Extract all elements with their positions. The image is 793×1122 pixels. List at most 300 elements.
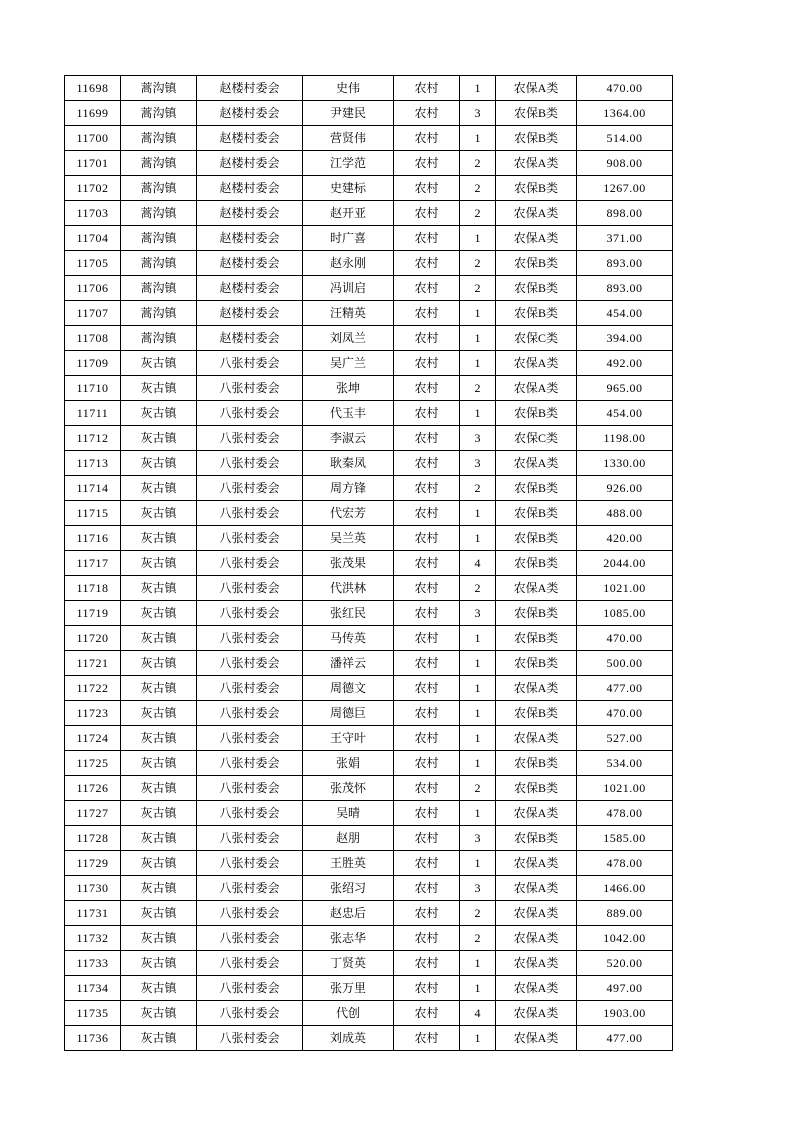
cell-residence-type: 农村 <box>394 626 460 651</box>
cell-amount: 454.00 <box>577 301 673 326</box>
cell-person-name: 潘祥云 <box>303 651 394 676</box>
cell-person-name: 冯训启 <box>303 276 394 301</box>
cell-residence-type: 农村 <box>394 901 460 926</box>
cell-town: 灰古镇 <box>121 901 197 926</box>
cell-serial-number: 11724 <box>65 726 121 751</box>
cell-village-committee: 八张村委会 <box>197 426 303 451</box>
cell-insurance-category: 农保A类 <box>496 576 577 601</box>
cell-town: 蒿沟镇 <box>121 301 197 326</box>
table-row <box>65 476 673 501</box>
cell-count: 2 <box>460 151 496 176</box>
cell-village-committee: 八张村委会 <box>197 526 303 551</box>
cell-count: 4 <box>460 551 496 576</box>
cell-person-name: 周德巨 <box>303 701 394 726</box>
cell-town: 灰古镇 <box>121 1001 197 1026</box>
cell-person-name: 张坤 <box>303 376 394 401</box>
cell-amount: 470.00 <box>577 701 673 726</box>
cell-serial-number: 11729 <box>65 851 121 876</box>
cell-insurance-category: 农保C类 <box>496 426 577 451</box>
cell-insurance-category: 农保B类 <box>496 126 577 151</box>
cell-town: 灰古镇 <box>121 451 197 476</box>
cell-insurance-category: 农保C类 <box>496 326 577 351</box>
cell-person-name: 吴晴 <box>303 801 394 826</box>
cell-person-name: 赵忠后 <box>303 901 394 926</box>
cell-count: 4 <box>460 1001 496 1026</box>
cell-town: 蒿沟镇 <box>121 201 197 226</box>
table-row <box>65 826 673 851</box>
cell-insurance-category: 农保A类 <box>496 1026 577 1051</box>
cell-amount: 1021.00 <box>577 776 673 801</box>
cell-serial-number: 11728 <box>65 826 121 851</box>
cell-person-name: 赵开亚 <box>303 201 394 226</box>
table-row <box>65 801 673 826</box>
cell-amount: 1364.00 <box>577 101 673 126</box>
cell-residence-type: 农村 <box>394 776 460 801</box>
table-row <box>65 376 673 401</box>
cell-amount: 470.00 <box>577 76 673 101</box>
cell-count: 2 <box>460 276 496 301</box>
cell-village-committee: 赵楼村委会 <box>197 151 303 176</box>
cell-serial-number: 11736 <box>65 1026 121 1051</box>
cell-village-committee: 八张村委会 <box>197 501 303 526</box>
cell-serial-number: 11702 <box>65 176 121 201</box>
cell-person-name: 丁贤英 <box>303 951 394 976</box>
cell-person-name: 代创 <box>303 1001 394 1026</box>
cell-village-committee: 赵楼村委会 <box>197 201 303 226</box>
cell-village-committee: 八张村委会 <box>197 376 303 401</box>
cell-village-committee: 八张村委会 <box>197 951 303 976</box>
table-row <box>65 551 673 576</box>
cell-person-name: 张红民 <box>303 601 394 626</box>
cell-serial-number: 11705 <box>65 251 121 276</box>
cell-serial-number: 11725 <box>65 751 121 776</box>
cell-count: 2 <box>460 901 496 926</box>
cell-person-name: 尹建民 <box>303 101 394 126</box>
cell-serial-number: 11734 <box>65 976 121 1001</box>
cell-village-committee: 八张村委会 <box>197 451 303 476</box>
cell-village-committee: 赵楼村委会 <box>197 276 303 301</box>
table-row <box>65 351 673 376</box>
cell-insurance-category: 农保A类 <box>496 926 577 951</box>
cell-count: 1 <box>460 676 496 701</box>
cell-serial-number: 11727 <box>65 801 121 826</box>
cell-amount: 394.00 <box>577 326 673 351</box>
cell-count: 1 <box>460 951 496 976</box>
cell-residence-type: 农村 <box>394 951 460 976</box>
table-row <box>65 651 673 676</box>
cell-person-name: 营贤伟 <box>303 126 394 151</box>
cell-village-committee: 八张村委会 <box>197 551 303 576</box>
cell-insurance-category: 农保B类 <box>496 826 577 851</box>
cell-serial-number: 11715 <box>65 501 121 526</box>
cell-insurance-category: 农保B类 <box>496 176 577 201</box>
cell-person-name: 吴广兰 <box>303 351 394 376</box>
cell-residence-type: 农村 <box>394 426 460 451</box>
table-row <box>65 926 673 951</box>
cell-person-name: 张娟 <box>303 751 394 776</box>
cell-amount: 1903.00 <box>577 1001 673 1026</box>
cell-town: 蒿沟镇 <box>121 226 197 251</box>
cell-town: 蒿沟镇 <box>121 151 197 176</box>
cell-count: 2 <box>460 176 496 201</box>
cell-count: 2 <box>460 251 496 276</box>
cell-town: 灰古镇 <box>121 876 197 901</box>
cell-insurance-category: 农保B类 <box>496 251 577 276</box>
cell-person-name: 刘凤兰 <box>303 326 394 351</box>
cell-amount: 478.00 <box>577 801 673 826</box>
cell-person-name: 史伟 <box>303 76 394 101</box>
cell-insurance-category: 农保B类 <box>496 301 577 326</box>
cell-town: 灰古镇 <box>121 701 197 726</box>
cell-person-name: 耿秦凤 <box>303 451 394 476</box>
cell-town: 灰古镇 <box>121 551 197 576</box>
cell-town: 灰古镇 <box>121 851 197 876</box>
cell-village-committee: 八张村委会 <box>197 351 303 376</box>
cell-town: 灰古镇 <box>121 376 197 401</box>
cell-amount: 965.00 <box>577 376 673 401</box>
cell-serial-number: 11735 <box>65 1001 121 1026</box>
cell-serial-number: 11733 <box>65 951 121 976</box>
cell-insurance-category: 农保B类 <box>496 601 577 626</box>
cell-serial-number: 11718 <box>65 576 121 601</box>
cell-insurance-category: 农保B类 <box>496 751 577 776</box>
cell-amount: 420.00 <box>577 526 673 551</box>
cell-village-committee: 赵楼村委会 <box>197 126 303 151</box>
cell-village-committee: 赵楼村委会 <box>197 326 303 351</box>
cell-village-committee: 八张村委会 <box>197 476 303 501</box>
cell-village-committee: 八张村委会 <box>197 901 303 926</box>
cell-town: 灰古镇 <box>121 801 197 826</box>
cell-amount: 1198.00 <box>577 426 673 451</box>
cell-serial-number: 11704 <box>65 226 121 251</box>
cell-count: 1 <box>460 701 496 726</box>
cell-residence-type: 农村 <box>394 576 460 601</box>
table-row <box>65 676 673 701</box>
cell-count: 1 <box>460 326 496 351</box>
cell-insurance-category: 农保B类 <box>496 626 577 651</box>
cell-residence-type: 农村 <box>394 401 460 426</box>
cell-village-committee: 八张村委会 <box>197 701 303 726</box>
cell-serial-number: 11701 <box>65 151 121 176</box>
table-row <box>65 501 673 526</box>
cell-serial-number: 11717 <box>65 551 121 576</box>
cell-count: 1 <box>460 626 496 651</box>
cell-insurance-category: 农保B类 <box>496 776 577 801</box>
cell-amount: 371.00 <box>577 226 673 251</box>
cell-person-name: 张绍习 <box>303 876 394 901</box>
table-row <box>65 101 673 126</box>
cell-person-name: 周德文 <box>303 676 394 701</box>
cell-town: 灰古镇 <box>121 601 197 626</box>
benefit-table <box>64 75 673 1051</box>
cell-residence-type: 农村 <box>394 151 460 176</box>
cell-village-committee: 八张村委会 <box>197 401 303 426</box>
cell-person-name: 张茂怀 <box>303 776 394 801</box>
cell-insurance-category: 农保A类 <box>496 976 577 1001</box>
cell-amount: 926.00 <box>577 476 673 501</box>
cell-amount: 889.00 <box>577 901 673 926</box>
cell-village-committee: 赵楼村委会 <box>197 251 303 276</box>
cell-village-committee: 八张村委会 <box>197 851 303 876</box>
table-row <box>65 126 673 151</box>
cell-serial-number: 11699 <box>65 101 121 126</box>
cell-residence-type: 农村 <box>394 501 460 526</box>
table-row <box>65 526 673 551</box>
cell-amount: 1267.00 <box>577 176 673 201</box>
cell-insurance-category: 农保A类 <box>496 676 577 701</box>
cell-serial-number: 11732 <box>65 926 121 951</box>
cell-amount: 1585.00 <box>577 826 673 851</box>
cell-residence-type: 农村 <box>394 351 460 376</box>
cell-village-committee: 八张村委会 <box>197 1001 303 1026</box>
cell-serial-number: 11700 <box>65 126 121 151</box>
cell-amount: 893.00 <box>577 251 673 276</box>
cell-count: 1 <box>460 401 496 426</box>
cell-count: 1 <box>460 501 496 526</box>
cell-count: 1 <box>460 751 496 776</box>
table-row <box>65 876 673 901</box>
cell-residence-type: 农村 <box>394 926 460 951</box>
cell-count: 1 <box>460 76 496 101</box>
cell-person-name: 王胜英 <box>303 851 394 876</box>
table-row <box>65 751 673 776</box>
cell-village-committee: 八张村委会 <box>197 801 303 826</box>
cell-town: 灰古镇 <box>121 426 197 451</box>
cell-insurance-category: 农保A类 <box>496 76 577 101</box>
cell-person-name: 张万里 <box>303 976 394 1001</box>
cell-count: 1 <box>460 801 496 826</box>
table-row <box>65 726 673 751</box>
cell-town: 灰古镇 <box>121 476 197 501</box>
table-row <box>65 776 673 801</box>
cell-amount: 492.00 <box>577 351 673 376</box>
cell-residence-type: 农村 <box>394 476 460 501</box>
cell-residence-type: 农村 <box>394 226 460 251</box>
cell-residence-type: 农村 <box>394 76 460 101</box>
cell-town: 灰古镇 <box>121 676 197 701</box>
cell-residence-type: 农村 <box>394 451 460 476</box>
cell-town: 灰古镇 <box>121 1026 197 1051</box>
cell-amount: 454.00 <box>577 401 673 426</box>
cell-amount: 1085.00 <box>577 601 673 626</box>
table-row <box>65 226 673 251</box>
cell-person-name: 史建标 <box>303 176 394 201</box>
cell-residence-type: 农村 <box>394 701 460 726</box>
cell-residence-type: 农村 <box>394 551 460 576</box>
table-row <box>65 301 673 326</box>
cell-count: 2 <box>460 776 496 801</box>
cell-person-name: 赵朋 <box>303 826 394 851</box>
cell-residence-type: 农村 <box>394 801 460 826</box>
cell-insurance-category: 农保A类 <box>496 151 577 176</box>
cell-serial-number: 11711 <box>65 401 121 426</box>
cell-insurance-category: 农保B类 <box>496 276 577 301</box>
table-row <box>65 151 673 176</box>
cell-town: 灰古镇 <box>121 651 197 676</box>
cell-amount: 534.00 <box>577 751 673 776</box>
cell-insurance-category: 农保A类 <box>496 451 577 476</box>
table-row <box>65 851 673 876</box>
cell-residence-type: 农村 <box>394 826 460 851</box>
cell-residence-type: 农村 <box>394 101 460 126</box>
cell-person-name: 李淑云 <box>303 426 394 451</box>
table-body <box>65 76 673 1051</box>
cell-village-committee: 八张村委会 <box>197 651 303 676</box>
table-row <box>65 201 673 226</box>
cell-person-name: 代洪林 <box>303 576 394 601</box>
cell-amount: 2044.00 <box>577 551 673 576</box>
cell-insurance-category: 农保B类 <box>496 526 577 551</box>
cell-village-committee: 八张村委会 <box>197 576 303 601</box>
cell-town: 灰古镇 <box>121 501 197 526</box>
cell-serial-number: 11730 <box>65 876 121 901</box>
cell-town: 灰古镇 <box>121 351 197 376</box>
cell-serial-number: 11709 <box>65 351 121 376</box>
cell-count: 1 <box>460 526 496 551</box>
table-row <box>65 901 673 926</box>
cell-insurance-category: 农保A类 <box>496 201 577 226</box>
cell-village-committee: 赵楼村委会 <box>197 101 303 126</box>
cell-amount: 488.00 <box>577 501 673 526</box>
cell-serial-number: 11721 <box>65 651 121 676</box>
cell-count: 2 <box>460 376 496 401</box>
cell-person-name: 代玉丰 <box>303 401 394 426</box>
cell-serial-number: 11698 <box>65 76 121 101</box>
cell-village-committee: 八张村委会 <box>197 876 303 901</box>
cell-count: 1 <box>460 301 496 326</box>
cell-village-committee: 赵楼村委会 <box>197 76 303 101</box>
cell-insurance-category: 农保A类 <box>496 726 577 751</box>
cell-town: 灰古镇 <box>121 826 197 851</box>
cell-count: 3 <box>460 876 496 901</box>
cell-count: 1 <box>460 226 496 251</box>
cell-count: 1 <box>460 726 496 751</box>
cell-amount: 500.00 <box>577 651 673 676</box>
cell-residence-type: 农村 <box>394 326 460 351</box>
table-row <box>65 276 673 301</box>
cell-residence-type: 农村 <box>394 176 460 201</box>
cell-amount: 477.00 <box>577 676 673 701</box>
cell-insurance-category: 农保B类 <box>496 501 577 526</box>
table-row <box>65 1001 673 1026</box>
cell-residence-type: 农村 <box>394 201 460 226</box>
cell-person-name: 代宏芳 <box>303 501 394 526</box>
cell-residence-type: 农村 <box>394 726 460 751</box>
cell-amount: 1466.00 <box>577 876 673 901</box>
cell-serial-number: 11706 <box>65 276 121 301</box>
table-row <box>65 251 673 276</box>
cell-insurance-category: 农保B类 <box>496 401 577 426</box>
cell-insurance-category: 农保A类 <box>496 901 577 926</box>
cell-insurance-category: 农保A类 <box>496 851 577 876</box>
cell-amount: 1042.00 <box>577 926 673 951</box>
cell-town: 蒿沟镇 <box>121 76 197 101</box>
cell-residence-type: 农村 <box>394 651 460 676</box>
table-row <box>65 626 673 651</box>
cell-amount: 478.00 <box>577 851 673 876</box>
cell-insurance-category: 农保B类 <box>496 551 577 576</box>
cell-village-committee: 八张村委会 <box>197 676 303 701</box>
table-row <box>65 951 673 976</box>
cell-town: 灰古镇 <box>121 576 197 601</box>
cell-town: 灰古镇 <box>121 976 197 1001</box>
cell-amount: 893.00 <box>577 276 673 301</box>
cell-serial-number: 11726 <box>65 776 121 801</box>
cell-amount: 1330.00 <box>577 451 673 476</box>
cell-residence-type: 农村 <box>394 676 460 701</box>
cell-village-committee: 八张村委会 <box>197 976 303 1001</box>
cell-village-committee: 赵楼村委会 <box>197 226 303 251</box>
cell-serial-number: 11710 <box>65 376 121 401</box>
cell-serial-number: 11707 <box>65 301 121 326</box>
cell-town: 蒿沟镇 <box>121 251 197 276</box>
cell-serial-number: 11713 <box>65 451 121 476</box>
cell-person-name: 赵永刚 <box>303 251 394 276</box>
cell-town: 灰古镇 <box>121 926 197 951</box>
cell-person-name: 张志华 <box>303 926 394 951</box>
cell-residence-type: 农村 <box>394 526 460 551</box>
cell-residence-type: 农村 <box>394 126 460 151</box>
cell-village-committee: 八张村委会 <box>197 626 303 651</box>
cell-residence-type: 农村 <box>394 851 460 876</box>
cell-serial-number: 11708 <box>65 326 121 351</box>
cell-count: 2 <box>460 576 496 601</box>
cell-town: 灰古镇 <box>121 526 197 551</box>
table-row <box>65 701 673 726</box>
table-row <box>65 176 673 201</box>
cell-count: 1 <box>460 351 496 376</box>
cell-amount: 898.00 <box>577 201 673 226</box>
table-row <box>65 976 673 1001</box>
cell-town: 灰古镇 <box>121 401 197 426</box>
cell-town: 灰古镇 <box>121 751 197 776</box>
cell-serial-number: 11703 <box>65 201 121 226</box>
table-row <box>65 326 673 351</box>
cell-serial-number: 11723 <box>65 701 121 726</box>
cell-town: 蒿沟镇 <box>121 276 197 301</box>
cell-residence-type: 农村 <box>394 301 460 326</box>
cell-amount: 908.00 <box>577 151 673 176</box>
cell-town: 灰古镇 <box>121 951 197 976</box>
cell-count: 3 <box>460 826 496 851</box>
table-row <box>65 76 673 101</box>
cell-insurance-category: 农保A类 <box>496 376 577 401</box>
cell-count: 3 <box>460 426 496 451</box>
cell-town: 灰古镇 <box>121 626 197 651</box>
cell-person-name: 江学范 <box>303 151 394 176</box>
cell-amount: 1021.00 <box>577 576 673 601</box>
cell-insurance-category: 农保A类 <box>496 1001 577 1026</box>
cell-village-committee: 赵楼村委会 <box>197 301 303 326</box>
cell-serial-number: 11731 <box>65 901 121 926</box>
cell-insurance-category: 农保B类 <box>496 651 577 676</box>
cell-residence-type: 农村 <box>394 376 460 401</box>
cell-village-committee: 赵楼村委会 <box>197 176 303 201</box>
cell-amount: 514.00 <box>577 126 673 151</box>
cell-amount: 470.00 <box>577 626 673 651</box>
cell-person-name: 周方锋 <box>303 476 394 501</box>
cell-village-committee: 八张村委会 <box>197 776 303 801</box>
cell-town: 蒿沟镇 <box>121 326 197 351</box>
cell-person-name: 汪精英 <box>303 301 394 326</box>
cell-village-committee: 八张村委会 <box>197 1026 303 1051</box>
cell-residence-type: 农村 <box>394 601 460 626</box>
table-row <box>65 601 673 626</box>
table-row <box>65 451 673 476</box>
cell-count: 3 <box>460 451 496 476</box>
cell-count: 1 <box>460 126 496 151</box>
cell-village-committee: 八张村委会 <box>197 751 303 776</box>
